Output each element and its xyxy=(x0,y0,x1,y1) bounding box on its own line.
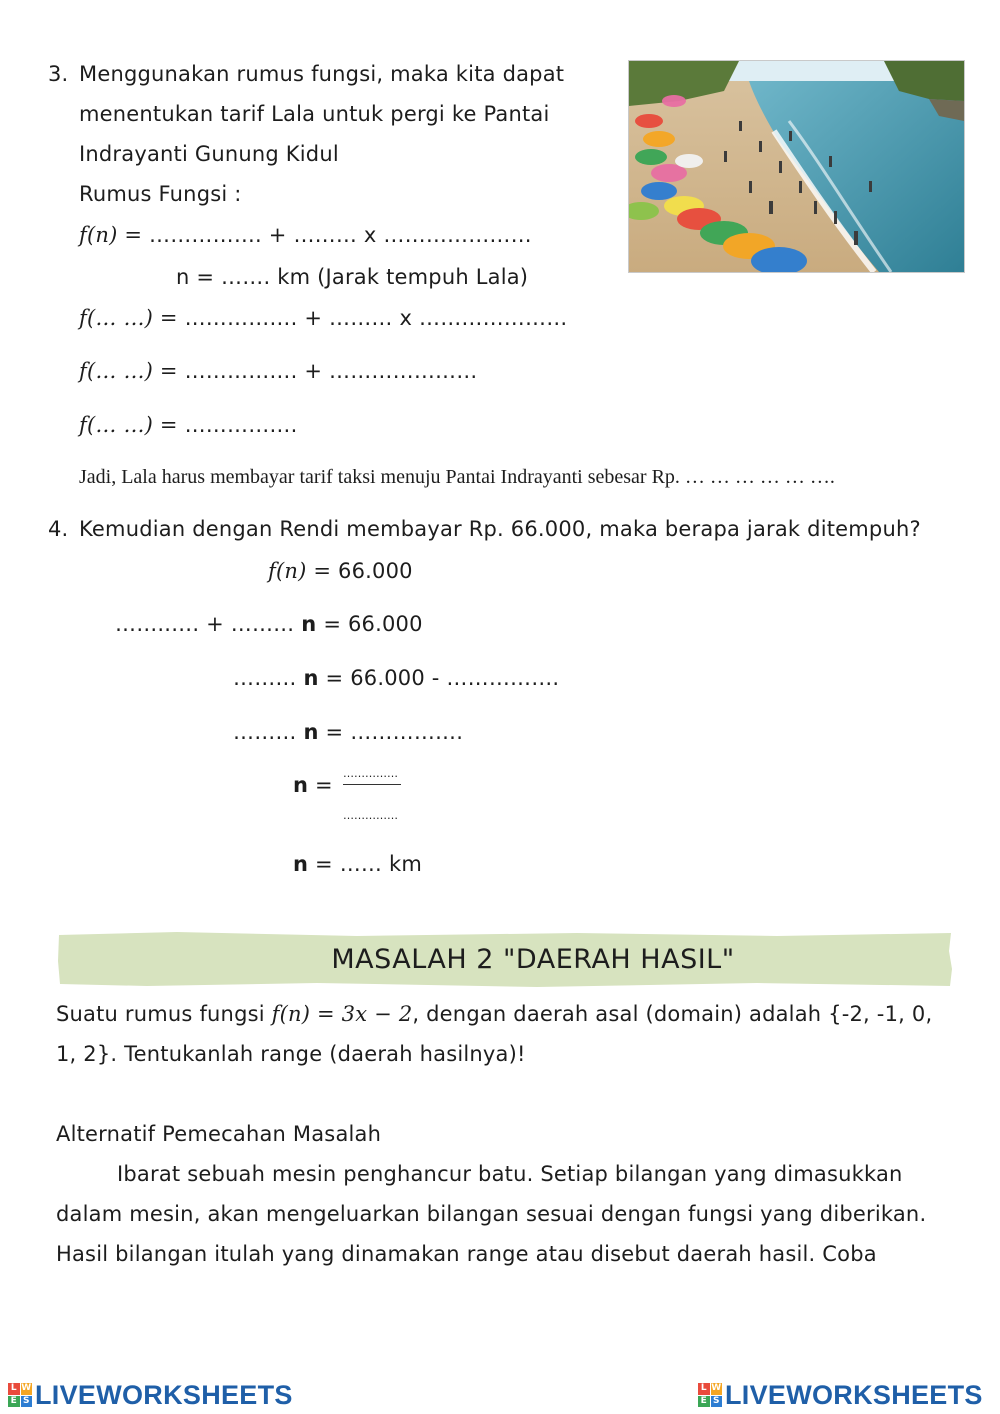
statement-domain: , dengan daerah asal (domain) adalah {-2, -1, 0, xyxy=(412,1002,933,1026)
statement-intro: Suatu rumus fungsi xyxy=(56,1002,272,1026)
equation-3-blanks[interactable]: ……………. + ………………… xyxy=(184,359,478,383)
formula-label: Rumus Fungsi : xyxy=(79,182,242,206)
step-3-variable: n xyxy=(303,666,319,690)
footer-logo-right[interactable] xyxy=(698,1380,983,1410)
step-4-blank[interactable]: ……… xyxy=(233,720,297,744)
section-title: MASALAH 2 "DAERAH HASIL" xyxy=(331,944,735,975)
step-1 xyxy=(268,557,413,585)
problem3-line2: menentukan tarif Lala untuk pergi ke Pantai xyxy=(79,102,550,126)
equation-1-blanks[interactable]: ……………. + ……… x ………………… xyxy=(149,223,532,247)
beach-photo xyxy=(628,60,965,273)
fraction-denominator[interactable]: …………… xyxy=(343,809,398,822)
equation-2-lhs[interactable]: f(… …) = xyxy=(79,306,185,330)
body-line3: Hasil bilangan itulah yang dinamakan range atau disebut daerah hasil. Coba xyxy=(56,1242,877,1266)
step-3 xyxy=(233,664,559,692)
step-5-variable: n xyxy=(293,773,309,797)
problem3-number: 3. xyxy=(48,62,69,86)
distance-line[interactable]: n = ……. km (Jarak tempuh Lala) xyxy=(176,265,529,289)
mark-cell: W xyxy=(711,1383,722,1393)
problem-statement-line2: 1, 2}. Tentukanlah range (daerah hasilnya)! xyxy=(56,1042,526,1066)
equation-4-lhs[interactable]: f(… …) = xyxy=(79,413,185,437)
mark-cell: L xyxy=(8,1383,20,1395)
step-4 xyxy=(233,718,463,746)
problem3-line1: Menggunakan rumus fungsi, maka kita dapat xyxy=(79,62,565,86)
step-4-variable: n xyxy=(303,720,319,744)
section-banner xyxy=(57,931,953,988)
mark-cell: E xyxy=(8,1396,20,1408)
step-2-variable: n xyxy=(301,612,317,636)
problem-statement-line1 xyxy=(56,1000,932,1028)
step-2-blanks[interactable]: ……..…. + ……… xyxy=(115,612,295,636)
problem3-line3: Indrayanti Gunung Kidul xyxy=(79,142,339,166)
step-6-variable: n xyxy=(293,852,309,876)
mark-cell: W xyxy=(21,1383,32,1393)
step-1-value: 66.000 xyxy=(338,559,413,583)
step-6-rhs[interactable]: = …… km xyxy=(315,852,423,876)
equation-3-lhs[interactable]: f(… …) = xyxy=(79,359,185,383)
fraction-bar xyxy=(343,784,401,785)
step-2 xyxy=(115,610,423,638)
logo-wordmark: LIVEWORKSHEETS xyxy=(725,1379,983,1410)
step-6 xyxy=(293,850,422,878)
equation-4-blanks[interactable]: ……………. xyxy=(184,413,298,437)
problem4-number: 4. xyxy=(48,517,69,541)
equation-1 xyxy=(79,221,532,249)
mark-cell: E xyxy=(698,1396,710,1408)
logo-wordmark: LIVEWORKSHEETS xyxy=(35,1379,293,1410)
mark-cell: L xyxy=(698,1383,710,1395)
mark-cell: S xyxy=(711,1396,723,1408)
conclusion-text[interactable]: Jadi, Lala harus membayar tarif taksi menuju Pantai Indrayanti sebesar Rp. … … … … … …. xyxy=(79,466,835,488)
footer-logo-left[interactable] xyxy=(8,1380,293,1410)
problem4-question: Kemudian dengan Rendi membayar Rp. 66.000, maka berapa jarak ditempuh? xyxy=(79,517,921,541)
liveworksheets-mark-icon xyxy=(8,1383,32,1407)
mark-cell: S xyxy=(21,1396,33,1408)
step-1-lhs: f(n) = xyxy=(268,559,339,583)
step-2-rhs: = 66.000 xyxy=(323,612,423,636)
step-4-rhs[interactable]: = ……………. xyxy=(325,720,464,744)
step-5 xyxy=(293,771,333,799)
body-line2: dalam mesin, akan mengeluarkan bilangan sesuai dengan fungsi yang diberikan. xyxy=(56,1202,927,1226)
body-line1: Ibarat sebuah mesin penghancur batu. Setiap bilangan yang dimasukkan xyxy=(117,1162,903,1186)
equation-2-blanks[interactable]: ……………. + ……… x ………………… xyxy=(184,306,568,330)
equation-2 xyxy=(79,304,567,332)
equation-3 xyxy=(79,357,477,385)
alternative-heading: Alternatif Pemecahan Masalah xyxy=(56,1122,382,1146)
equation-1-lhs: f(n) = xyxy=(79,223,150,247)
step-5-equals: = xyxy=(315,773,333,797)
function-formula: f(n) = 3x − 2 xyxy=(271,1002,413,1026)
step-3-rhs[interactable]: = 66.000 - ……………. xyxy=(325,666,560,690)
liveworksheets-mark-icon xyxy=(698,1383,722,1407)
fraction-numerator[interactable]: …………… xyxy=(343,767,398,780)
equation-4 xyxy=(79,411,297,439)
step-3-blank[interactable]: ……… xyxy=(233,666,297,690)
